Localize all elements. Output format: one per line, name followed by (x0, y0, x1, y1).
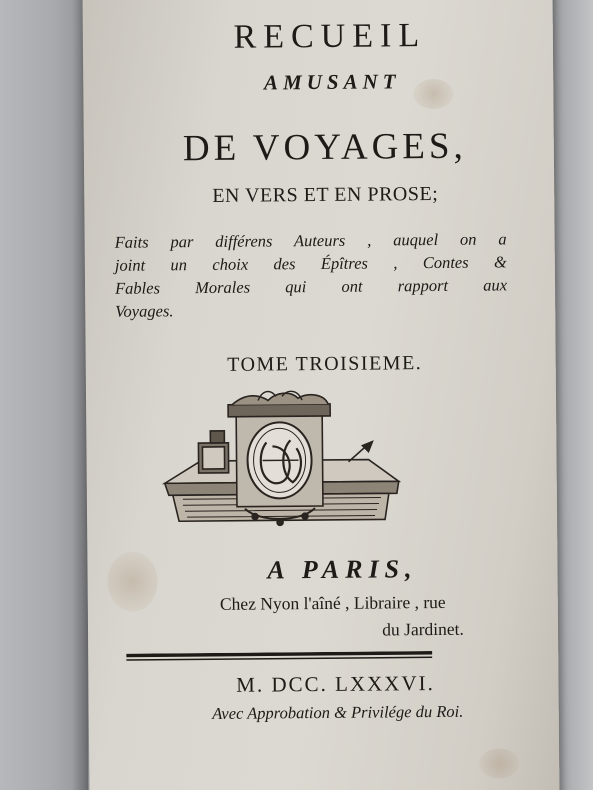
description-line: Voyages. (115, 301, 174, 321)
title-recueil: RECUEIL (233, 17, 427, 56)
publication-date: M. DCC. LXXXVI. (236, 671, 435, 697)
title-amusant: AMUSANT (263, 69, 401, 95)
printer-vignette-icon (158, 389, 403, 541)
double-rule-divider (126, 651, 432, 663)
description-block (115, 227, 508, 322)
imprint-publisher: Chez Nyon l'aîné , Libraire , rue (219, 591, 446, 614)
description-line: Fables Morales qui ont rapport aux (114, 275, 508, 298)
approbation-line: Avec Approbation & Privilége du Roi. (212, 701, 464, 723)
volume-label: TOME TROISIEME. (227, 352, 423, 376)
paper-stain (479, 748, 519, 778)
title-de-voyages: DE VOYAGES, (182, 125, 467, 170)
subtitle-vers-prose: EN VERS ET EN PROSE; (212, 182, 439, 207)
description-line: Faits par différens Auteurs , auquel on a (114, 229, 507, 252)
description-line: joint un choix des Épîtres , Contes & (114, 252, 507, 275)
title-page (82, 0, 559, 790)
imprint-city: A PARIS, (267, 554, 418, 585)
imprint-street: du Jardinet. (382, 618, 464, 640)
